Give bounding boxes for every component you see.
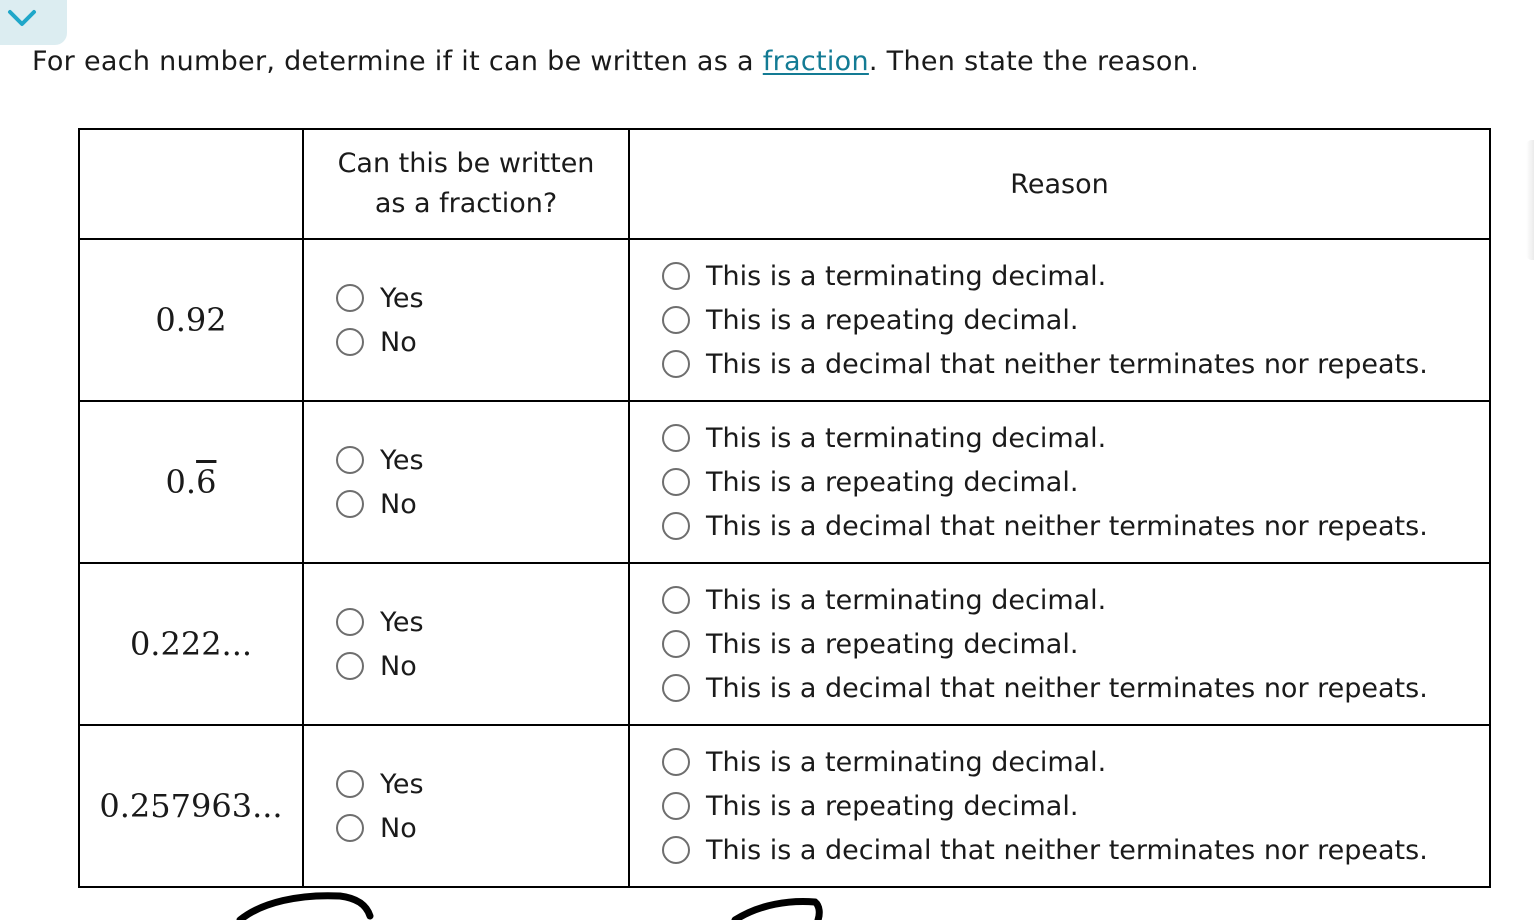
fraction-radio-group [304,606,628,682]
header-reason: Reason [629,129,1490,239]
radio-circle-icon[interactable] [336,284,364,312]
fraction-glossary-link[interactable]: fraction [762,46,869,77]
chevron-down-icon [4,4,44,34]
number-cell [79,563,303,725]
reason-radio-group [630,422,1489,542]
no-label: No [380,812,417,844]
reason-label: This is a decimal that neither terminates nor repeats. [706,348,1428,380]
radio-circle-icon[interactable] [662,792,690,820]
reason-label: This is a decimal that neither terminates nor repeats. [706,672,1428,704]
repeating-radio-option[interactable] [662,304,1489,336]
radio-circle-icon[interactable] [336,770,364,798]
yes-radio-option[interactable] [336,606,628,638]
repeating-radio-option[interactable] [662,628,1489,660]
radio-circle-icon[interactable] [336,328,364,356]
number-cell [79,239,303,401]
neither-radio-option[interactable] [662,834,1489,866]
fraction-choice-cell [303,401,629,563]
radio-circle-icon[interactable] [336,490,364,518]
neither-radio-option[interactable] [662,348,1489,380]
fraction-choice-cell [303,239,629,401]
reason-label: This is a terminating decimal. [706,584,1107,616]
pen-scribble-marks [0,888,1534,920]
fraction-radio-group [304,768,628,844]
number-value: 0.257963... [99,787,283,825]
header-number-cell [79,129,303,239]
reason-label: This is a decimal that neither terminates nor repeats. [706,834,1428,866]
table-row [79,725,1490,887]
yes-label: Yes [380,768,424,800]
no-radio-option[interactable] [336,488,628,520]
yes-radio-option[interactable] [336,444,628,476]
terminating-radio-option[interactable] [662,584,1489,616]
radio-circle-icon[interactable] [662,512,690,540]
radio-circle-icon[interactable] [662,748,690,776]
yes-radio-option[interactable] [336,768,628,800]
number-cell [79,401,303,563]
no-label: No [380,488,417,520]
table-row [79,401,1490,563]
scroll-edge-shadow [1526,140,1534,260]
reason-label: This is a terminating decimal. [706,746,1107,778]
answer-table [78,128,1491,888]
reason-label: This is a terminating decimal. [706,260,1107,292]
reason-choice-cell [629,725,1490,887]
table-header-row [79,129,1490,239]
table-row [79,563,1490,725]
yes-label: Yes [380,282,424,314]
reason-label: This is a terminating decimal. [706,422,1107,454]
reason-label: This is a repeating decimal. [706,628,1079,660]
number-cell [79,725,303,887]
collapse-toggle-button[interactable] [0,0,67,45]
radio-circle-icon[interactable] [336,814,364,842]
reason-choice-cell [629,563,1490,725]
neither-radio-option[interactable] [662,672,1489,704]
number-value: 0.222... [129,625,253,663]
header-question: Can this be written as a fraction? [303,129,629,239]
repeating-radio-option[interactable] [662,466,1489,498]
radio-circle-icon[interactable] [662,836,690,864]
terminating-radio-option[interactable] [662,746,1489,778]
reason-choice-cell [629,401,1490,563]
no-radio-option[interactable] [336,326,628,358]
prompt-text-after: . Then state the reason. [868,46,1199,77]
radio-circle-icon[interactable] [662,630,690,658]
reason-choice-cell [629,239,1490,401]
radio-circle-icon[interactable] [662,424,690,452]
reason-radio-group [630,260,1489,380]
terminating-radio-option[interactable] [662,260,1489,292]
number-value: 0. [165,463,197,501]
yes-radio-option[interactable] [336,282,628,314]
question-prompt [32,46,1199,77]
repeating-radio-option[interactable] [662,790,1489,822]
radio-circle-icon[interactable] [662,468,690,496]
reason-label: This is a repeating decimal. [706,466,1079,498]
reason-label: This is a repeating decimal. [706,790,1079,822]
radio-circle-icon[interactable] [662,586,690,614]
no-label: No [380,326,417,358]
fraction-radio-group [304,282,628,358]
no-radio-option[interactable] [336,812,628,844]
reason-label: This is a decimal that neither terminates nor repeats. [706,510,1428,542]
radio-circle-icon[interactable] [662,262,690,290]
repeating-digit: 6 [196,463,217,501]
prompt-text-before: For each number, determine if it can be written as a [32,46,763,77]
radio-circle-icon[interactable] [336,446,364,474]
radio-circle-icon[interactable] [662,350,690,378]
fraction-choice-cell [303,563,629,725]
table-row [79,239,1490,401]
yes-label: Yes [380,444,424,476]
no-radio-option[interactable] [336,650,628,682]
terminating-radio-option[interactable] [662,422,1489,454]
reason-radio-group [630,584,1489,704]
number-value: 0.92 [155,301,227,339]
reason-label: This is a repeating decimal. [706,304,1079,336]
radio-circle-icon[interactable] [336,608,364,636]
radio-circle-icon[interactable] [662,306,690,334]
neither-radio-option[interactable] [662,510,1489,542]
reason-radio-group [630,746,1489,866]
radio-circle-icon[interactable] [336,652,364,680]
yes-label: Yes [380,606,424,638]
fraction-radio-group [304,444,628,520]
fraction-choice-cell [303,725,629,887]
radio-circle-icon[interactable] [662,674,690,702]
no-label: No [380,650,417,682]
